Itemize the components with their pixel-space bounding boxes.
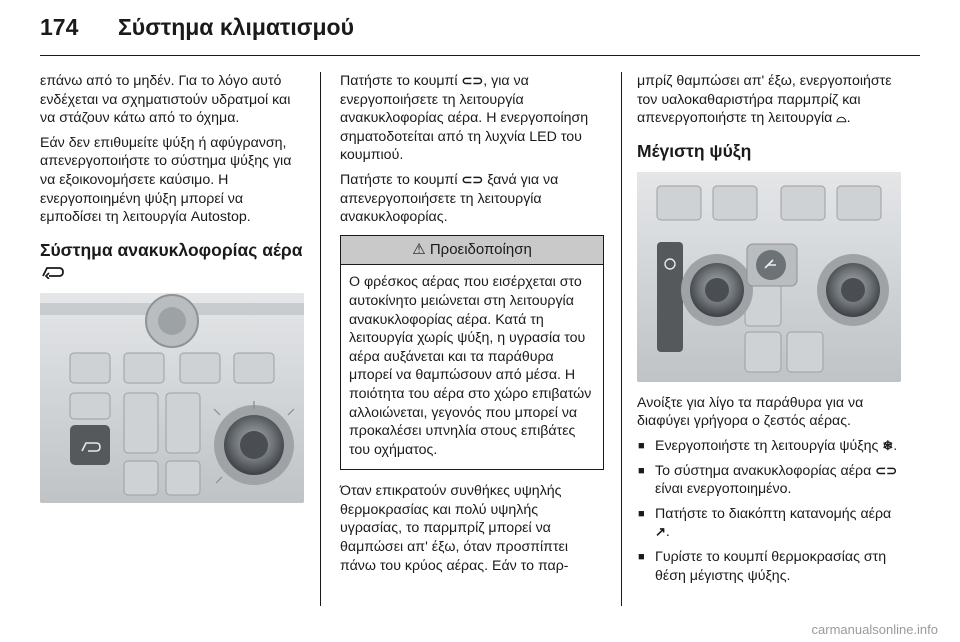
windscreen-defrost-icon: ⌓ xyxy=(836,110,847,126)
watermark: carmanualsonline.info xyxy=(811,622,938,637)
warning-header: ⚠ Προειδοποίηση xyxy=(341,236,603,266)
warning-box xyxy=(340,235,604,471)
recirculation-icon: ⊂⊃ xyxy=(461,171,484,187)
recirculation-icon: ⊂⊃ xyxy=(461,73,484,88)
column-middle xyxy=(340,72,604,581)
page-title: Σύστημα κλιματισμού xyxy=(118,14,354,40)
snowflake-icon: ❄ xyxy=(882,437,894,453)
paragraph: Ανοίξτε για λίγο τα παράθυρα για να διαφύγει γρήγορα ο ζεστός αέρας. xyxy=(637,394,864,430)
list-item: ■ Πατήστε το διακόπτη κατανομής αέρα ↗. xyxy=(637,505,905,542)
recirculation-icon xyxy=(40,265,66,279)
column-left xyxy=(40,72,306,503)
paragraph: Πατήστε το κουμπί ⊂⊃, για να ενεργοποιήσετε τη λειτουργία ανακυκλοφορίας αέρα. Η ενεργοποίηση σηματοδοτείται από τη λυχνία LED του κουμπιού. xyxy=(340,73,589,164)
paragraph: επάνω από το μηδέν. Για το λόγο αυτό ενδέχεται να σχηματιστούν υδρατμοί και να στάζουν κάτω από το όχημα. xyxy=(40,73,291,127)
paragraph: Όταν επικρατούν συνθήκες υψηλής θερμοκρασίας και πολύ υψηλής υγρασίας, το παρμπρίζ μπορεί να θαμπώσει απ' έξω, όταν προσπίπτει πάνω του κρύος αέρας. Εάν το παρ- xyxy=(340,483,569,574)
column-divider xyxy=(320,72,321,606)
warning-icon: ⚠ xyxy=(412,240,426,258)
paragraph: μπρίζ θαμπώσει απ' έξω, ενεργοποιήστε τον υαλοκαθαριστήρα παρμπρίζ και απενεργοποιήστε τη λειτουργία ⌓. xyxy=(637,73,892,127)
list-item: ■ Το σύστημα ανακυκλοφορίας αέρα ⊂⊃ είναι ενεργοποιημένο. xyxy=(637,462,905,499)
list-item: ■ Ενεργοποιήστε τη λειτουργία ψύξης ❄. xyxy=(637,437,905,456)
warning-text: Ο φρέσκος αέρας που εισέρχεται στο αυτοκίνητο μειώνεται στη λειτουργία ανακυκλοφορίας αέρα. Κατά τη λειτουργία χωρίς ψύξη, η υγρασία του αέρα αυξάνεται και τα παράθυρα μπορεί να θαμπώσουν από μέσα. Η ποιότητα του αέρα στο χώρο επιβατών αλλοιώνεται, γεγονός που μπορεί να προκαλέσει υπνηλία στους επιβάτες του οχήματος. xyxy=(349,274,592,458)
control-panel-photo xyxy=(637,172,901,382)
section-heading-recirculation: Σύστημα ανακυκλοφορίας αέρα xyxy=(40,239,306,283)
page-number: 174 xyxy=(40,14,79,40)
list-item: ■ Γυρίστε το κουμπί θερμοκρασίας στη θέση μέγιστης ψύξης. xyxy=(637,548,905,585)
page-header xyxy=(0,0,960,56)
paragraph: Πατήστε το κουμπί ⊂⊃ ξανά για να απενεργοποιήσετε τη λειτουργία ανακυκλοφορίας. xyxy=(340,171,559,226)
section-heading-max-cooling: Μέγιστη ψύξη xyxy=(637,140,752,161)
paragraph: Εάν δεν επιθυμείτε ψύξη ή αφύγρανση, απενεργοποιήστε το σύστημα ψύξης για να εξοικονομήσετε καύσιμο. Η ενεργοποιημένη ψύξη μπορεί να εμποδίσει τη λειτουργία Autostop. xyxy=(40,134,292,226)
recirculation-icon: ⊂⊃ xyxy=(875,462,898,478)
column-divider xyxy=(621,72,622,606)
header-divider xyxy=(40,55,920,56)
air-distribution-icon: ↗ xyxy=(655,524,666,540)
control-panel-photo xyxy=(40,293,304,503)
step-list xyxy=(637,437,905,585)
column-right xyxy=(637,72,905,591)
